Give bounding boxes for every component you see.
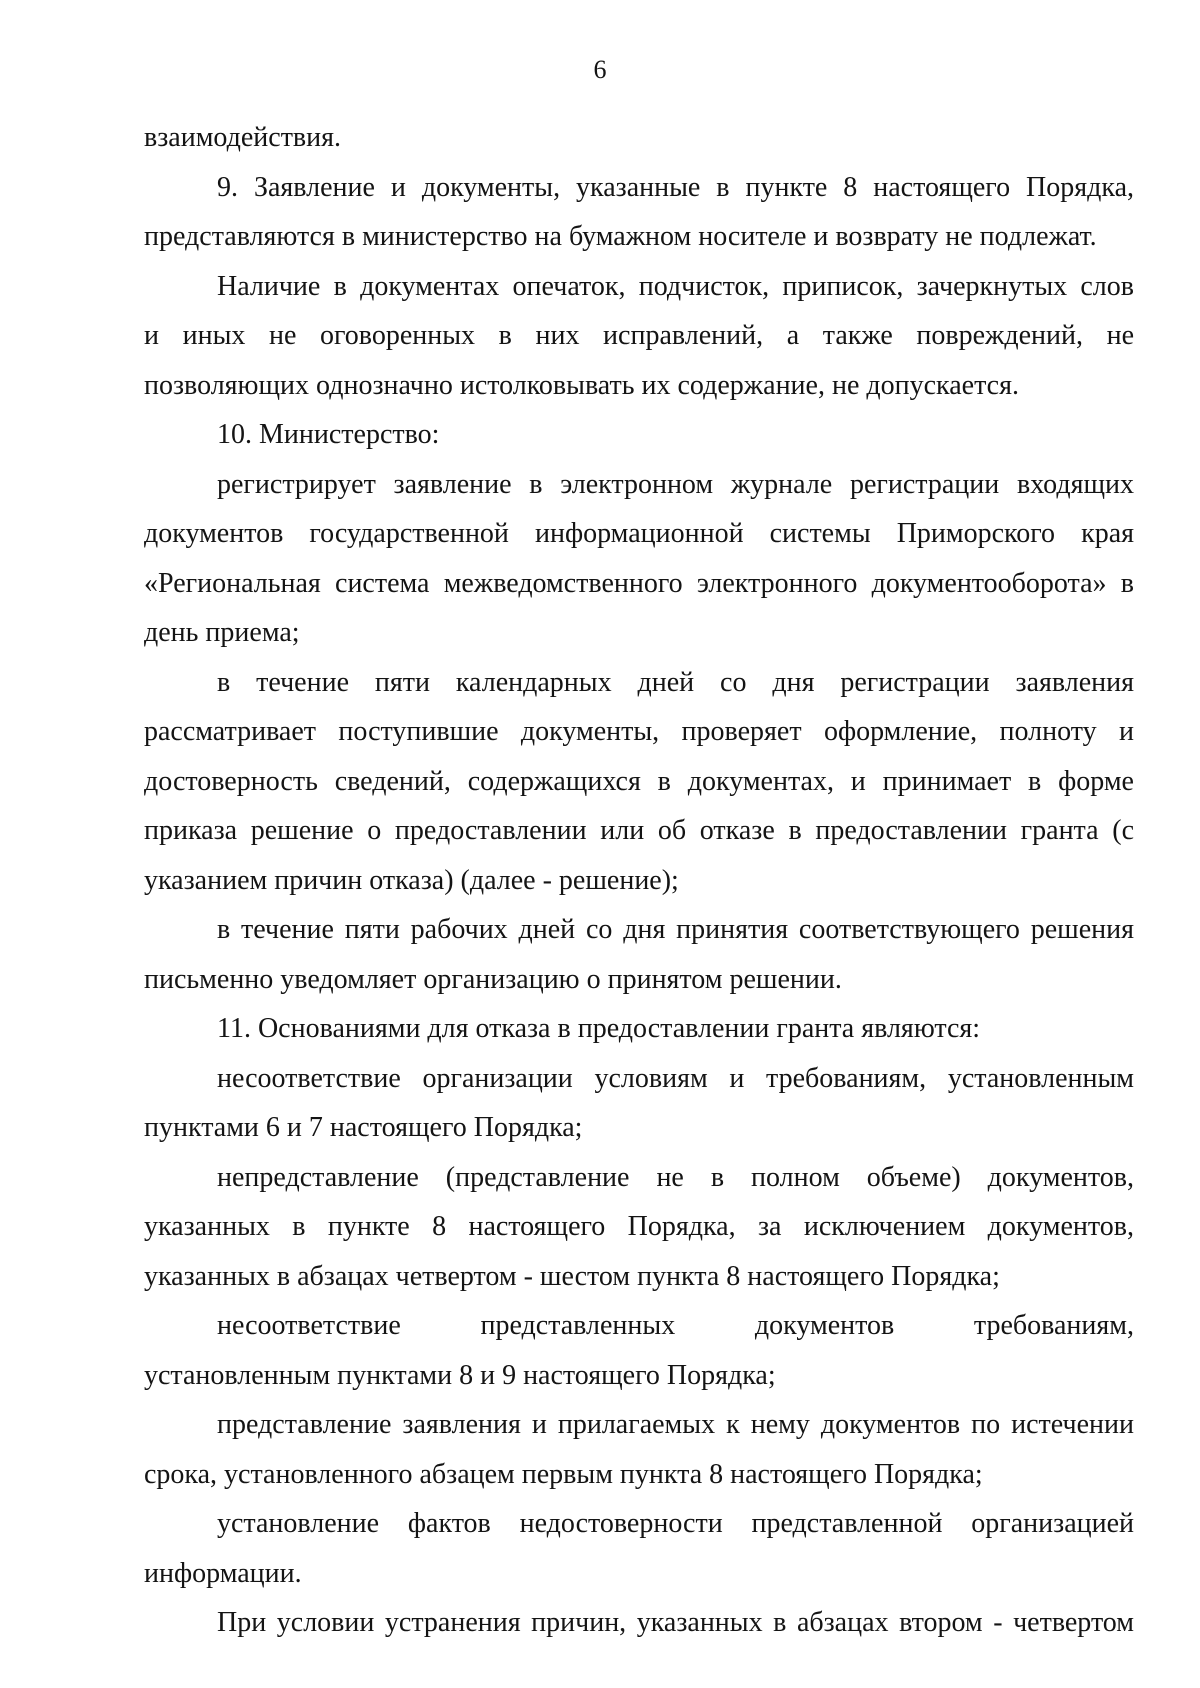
text-line-6: позволяющих однозначно истолковывать их содержание, не допускается. xyxy=(144,369,1019,401)
text-line-29: установление фактов недостоверности представленной организацией xyxy=(217,1508,1134,1539)
text-line-23: указанных в пункте 8 настоящего Порядка, за исключением документов, xyxy=(144,1211,1134,1242)
text-line-2: 9. Заявление и документы, указанные в пункте 8 настоящего Порядка, xyxy=(217,171,1134,203)
text-line-5: и иных не оговоренных в них исправлений, а также повреждений, не xyxy=(144,320,1134,351)
text-line-30: информации. xyxy=(144,1557,302,1589)
text-line-12: в течение пяти календарных дней со дня регистрации заявления xyxy=(217,666,1134,698)
text-line-25: несоответствие представленных документов требованиям, xyxy=(217,1310,1134,1341)
text-line-19: 11. Основаниями для отказа в предоставлении гранта являются: xyxy=(217,1013,981,1044)
text-line-20: несоответствие организации условиям и требованиям, установленным xyxy=(217,1062,1134,1094)
text-line-28: срока, установленного абзацем первым пункта 8 настоящего Порядка; xyxy=(144,1458,983,1490)
text-line-8: регистрирует заявление в электронном журнале регистрации входящих xyxy=(217,468,1134,500)
text-line-4: Наличие в документах опечаток, подчисток, приписок, зачеркнутых слов xyxy=(217,270,1134,302)
text-line-11: день приема; xyxy=(144,617,300,648)
text-line-7: 10. Министерство: xyxy=(217,419,440,450)
page-number: 6 xyxy=(593,55,607,84)
text-line-21: пунктами 6 и 7 настоящего Порядка; xyxy=(144,1112,583,1143)
text-line-15: приказа решение о предоставлении или об отказе в предоставлении гранта (с xyxy=(144,815,1134,846)
text-line-18: письменно уведомляет организацию о принятом решении. xyxy=(144,963,842,995)
text-line-9: документов государственной информационной системы Приморского края xyxy=(144,518,1134,549)
text-line-24: указанных в абзацах четвертом - шестом пункта 8 настоящего Порядка; xyxy=(144,1260,1000,1292)
text-line-14: достоверность сведений, содержащихся в документах, и принимает в форме xyxy=(144,765,1134,797)
text-line-3: представляются в министерство на бумажном носителе и возврату не подлежат. xyxy=(144,221,1097,252)
text-line-10: «Региональная система межведомственного электронного документооборота» в xyxy=(144,567,1134,599)
text-line-27: представление заявления и прилагаемых к нему документов по истечении xyxy=(217,1409,1134,1440)
text-line-13: рассматривает поступившие документы, проверяет оформление, полноту и xyxy=(144,716,1134,747)
text-line-1: взаимодействия. xyxy=(144,122,342,153)
document-body xyxy=(144,113,1134,1648)
text-line-16: указанием причин отказа) (далее - решение); xyxy=(144,864,679,896)
text-line-31: При условии устранения причин, указанных в абзацах втором - четвертом xyxy=(217,1607,1134,1638)
text-line-22: непредставление (представление не в полном объеме) документов, xyxy=(217,1161,1134,1193)
text-line-26: установленным пунктами 8 и 9 настоящего Порядка; xyxy=(144,1359,776,1391)
text-line-17: в течение пяти рабочих дней со дня принятия соответствующего решения xyxy=(217,914,1134,945)
